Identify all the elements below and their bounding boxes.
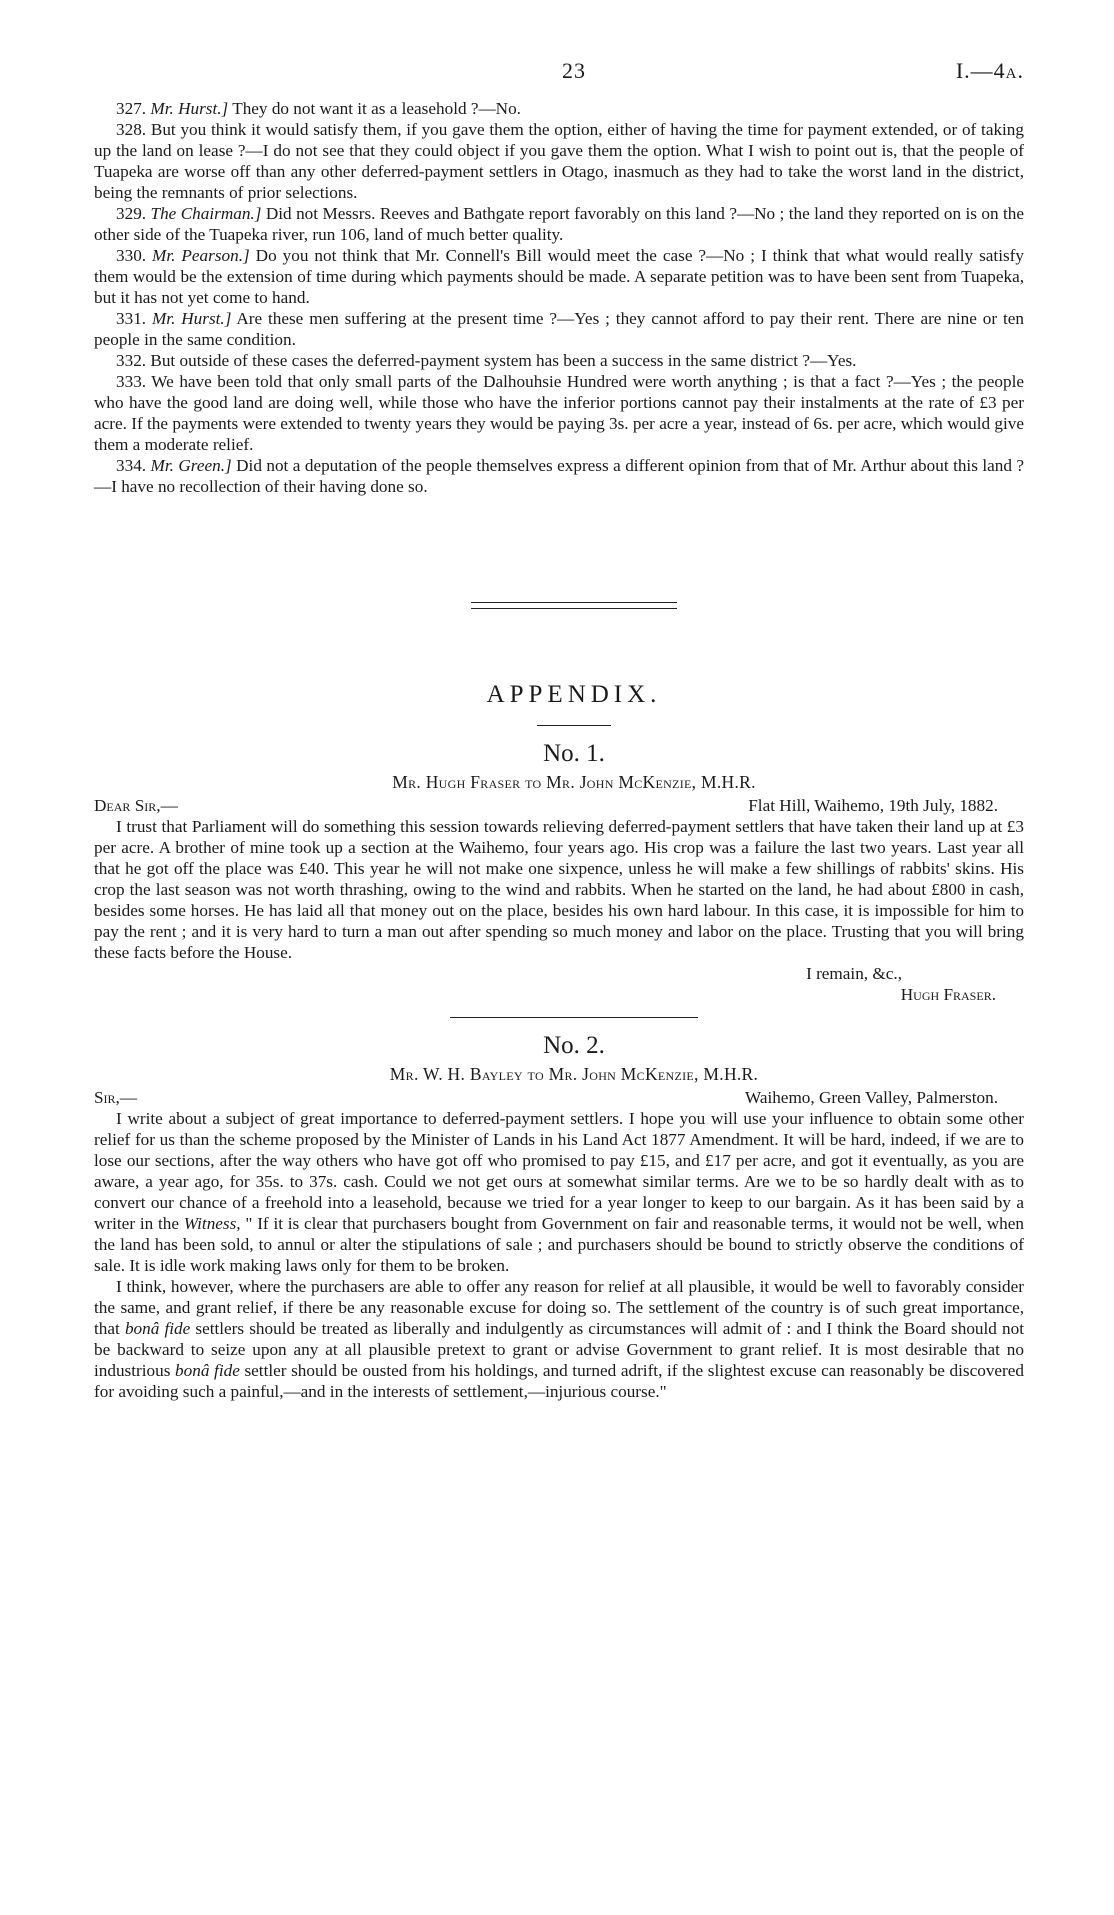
evidence-paragraph [94, 455, 1024, 497]
letter-heading: Mr. W. H. Bayley to Mr. John McKenzie, M.H.R. [389, 1064, 759, 1084]
appendix-title: APPENDIX. [486, 681, 662, 708]
place-date: Waihemo, Green Valley, Palmerston. [744, 1088, 998, 1107]
letter-divider [450, 1017, 698, 1018]
question-number: 333. [116, 372, 147, 391]
doc-ref-prefix: I.—4 [955, 58, 1006, 83]
paragraph-text: I think, however, where the purchasers are able to offer any reason for relief at all plausible, it would be well to favorably consider the same, and grant relief, if there be any reasonable excuse for doing so. The settlement of the country is of such great importance, that [94, 1277, 1024, 1338]
letter-body [94, 816, 1024, 963]
letter-salute-row [94, 1087, 1024, 1108]
letter-number: No. 1. [543, 740, 605, 767]
evidence-text: We have been told that only small parts of the Dalhouhsie Hundred were worth anything ; is that a fact ?—Yes ; the people who have the good land are doing well, while those who have the inferior portions cannot pay their instalments at the rate of £3 per acre. If the payments were extended to twenty years they would be paying 3s. per acre a year, instead of 6s. per acre, which would give them a moderate relief. [94, 372, 1024, 454]
document-page [94, 58, 1025, 1402]
paragraph-text: I write about a subject of great importance to deferred-payment settlers. I hope you will use your influence to obtain some other relief for us than the scheme proposed by the Minister of Lands in his Land Act 1877 Amendment. It will be hard, indeed, if we are to lose our sections, after the way others who have got off who promised to pay £15, and £17 per acre, and got it eventually, as you are aware, a year ago, for 35s. to 37s. cash. Could we not get ours at somewhat similar terms. Are we to be so hardly dealt with as to convert our chance of a freehold into a leasehold, because we tried for a year longer to keep to our bargain. As it has been said by a writer in the [94, 1109, 1024, 1233]
place-date: Flat Hill, Waihemo, 19th July, 1882. [748, 796, 998, 815]
evidence-paragraph [94, 98, 1024, 119]
question-number: 327. [116, 99, 147, 118]
speaker: Mr. Green.] [150, 456, 232, 475]
letter-paragraph: I trust that Parliament will do something this session towards relieving deferred-payment settlers that have taken their land up at £3 per acre. A brother of mine took up a section at the Waihemo, four years ago. His crop was a failure the last two years. Last year all that he got off the place was £40. This year he will not make one sixpence, unless he will make a few shillings of rabbits' skins. His crop the last season was not worth thrashing, owing to the wind and rabbits. When he started on the land, he had about £800 in cash, besides some horses. He has laid all that money out on the place, besides his own hard labour. In this case, it is impossible for him to pay the rent ; and it is very hard to turn a man out after spending so much money and labor on the place. Trusting that you will bring these facts before the House. [94, 817, 1024, 962]
letter-closing: I remain, &c., [806, 964, 902, 983]
evidence-text: They do not want it as a leasehold ?—No. [228, 99, 521, 118]
evidence-paragraph [94, 350, 1024, 371]
paragraph-text: settlers should be treated as liberally and indulgently as circumstances will admit of : and I think the Board should not be backward to seize upon any at all plausible pretext to grant or advise Government to grant relief. It is most desirable that no industrious [94, 1319, 1024, 1380]
question-number: 329. [116, 204, 147, 223]
salutation: Sir,— [94, 1088, 138, 1107]
newspaper-name: Witness, [183, 1214, 241, 1233]
paragraph-text: settler should be ousted from his holdings, and turned adrift, if the slightest excuse can reasonably be discovered for avoiding such a painful,—and in the interests of settlement,—injurious course." [94, 1361, 1025, 1401]
letter-paragraph [94, 1276, 1024, 1402]
latin-phrase: bonâ fide [175, 1361, 240, 1380]
evidence-text: Are these men suffering at the present time ?—Yes ; they cannot afford to pay their rent. There are nine or ten people in the same condition. [94, 309, 1024, 349]
question-number: 328. [116, 120, 147, 139]
letter-paragraph [94, 1108, 1024, 1276]
evidence-paragraph [94, 308, 1024, 350]
speaker: Mr. Hurst.] [150, 99, 229, 118]
letter-signature: Hugh Fraser. [900, 985, 996, 1004]
title-rule [537, 725, 611, 726]
speaker: Mr. Hurst.] [151, 309, 232, 328]
evidence-text: Do you not think that Mr. Connell's Bill would meet the case ?—No ; I think that what would really satisfy them would be the extension of time during which payments should be made. A separate petition was to have been sent from Tuapeka, but it has not yet come to hand. [94, 246, 1024, 307]
speaker: Mr. Pearson.] [152, 246, 250, 265]
section-divider [471, 602, 677, 609]
salutation: Dear Sir,— [94, 796, 178, 815]
evidence-paragraph [94, 119, 1024, 203]
evidence-paragraph [94, 203, 1024, 245]
doc-ref-suffix: a. [1005, 58, 1024, 83]
question-number: 334. [116, 456, 147, 475]
page-header [124, 58, 1024, 92]
question-number: 331. [116, 309, 147, 328]
letter-number: No. 2. [543, 1032, 605, 1059]
latin-phrase: bonâ fide [124, 1319, 191, 1338]
question-number: 332. [116, 351, 147, 370]
page-number: 23 [562, 58, 586, 83]
letter-heading: Mr. Hugh Fraser to Mr. John McKenzie, M.H.R. [392, 772, 756, 792]
evidence-paragraph [94, 371, 1024, 455]
evidence-text: Did not Messrs. Reeves and Bathgate report favorably on this land ?—No ; the land they reported on is on the other side of the Tuapeka river, run 106, land of much better quality. [94, 204, 1025, 244]
evidence-text: Did not a deputation of the people themselves express a different opinion from that of Mr. Arthur about this land ?—I have no recollection of their having done so. [94, 456, 1025, 496]
evidence-text: But you think it would satisfy them, if you gave them the option, either of having the time for payment extended, or of taking up the land on lease ?—I do not see that they could object if you gave them the option. What I wish to point out is, that the people of Tuapeka are worse off than any other deferred-payment settlers in Otago, inasmuch as they had to take the worst land in the district, being the remnants of prior selections. [94, 120, 1024, 202]
speaker: The Chairman.] [150, 204, 262, 223]
letter-salute-row [94, 795, 1024, 816]
paragraph-text: " If it is clear that purchasers bought from Government on fair and reasonable terms, it would not be well, when the land has been sold, to annul or alter the stipulations of sale ; and purchasers should be bound to strictly observe the conditions of sale. It is idle work making laws only for them to be broken. [94, 1214, 1024, 1275]
letter-body [94, 1108, 1024, 1402]
evidence-paragraph [94, 245, 1024, 308]
evidence-section [94, 98, 1024, 497]
evidence-text: But outside of these cases the deferred-payment system has been a success in the same district ?—Yes. [146, 351, 857, 370]
document-reference [956, 58, 1024, 84]
question-number: 330. [116, 246, 147, 265]
